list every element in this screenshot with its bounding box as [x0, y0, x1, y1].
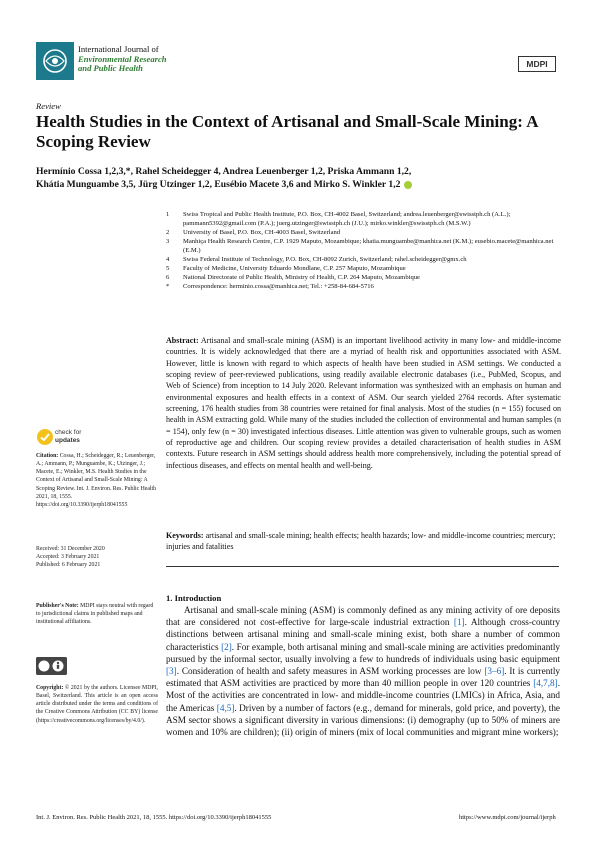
affiliation-text: Swiss Tropical and Public Health Institute, P.O. Box, CH-4002 Basel, Switzerland; andrea.leuenberger@swisstph.ch (A.L.); pammann5392@gmail.com (P.A.); juerg.utzinger@swisstph.ch (J.U.); mirko.winkler@swisstph.ch (M.S.W.) [183, 211, 511, 227]
intro-text: . For example, both artisanal mining and small-scale mining are activities predominantly pursued by the informal sector, usually involving a few to hundreds of individuals using basic equipment [166, 641, 560, 664]
citation-link[interactable]: [2] [221, 641, 232, 652]
authors-line-1 [36, 165, 561, 178]
copyright-notice [36, 684, 158, 725]
affiliation-item [166, 229, 566, 238]
affiliation-item [166, 211, 566, 229]
abstract-text: Artisanal and small-scale mining (ASM) is an important livelihood activity in many low- and middle-income countries. It is widely acknowledged that there are a myriad of health risk and opportunities associated with ASM. However, little is known with regard to which aspects of health have been studied in ASM settings. We conducted a scoping review of peer-reviewed publications, using readily available electronic databases (i.e., PubMed, Scopus, and Web of Science) from inception to 14 July 2020. Relevant information was synthesized with an emphasis on human and environmental exposures and health effects in a context of ASM. Our search yielded 2764 records. After systematic screening, 176 health studies from 38 countries were retained for final analysis. Most of the studies (n = 155) focused on health in ASM extracting gold. While many of the studies included the collection of environmental and human samples (n = 154), only few (n = 30) investigated infectious diseases. Little attention was given to vulnerable groups, such as women of reproductive age and children. Our scoping review provides a detailed characterisation of health studies in ASM contexts. Future research in ASM settings should address health more comprehensively, including the potential spread of infectious diseases, and effects on mental health and well-being. [166, 336, 561, 470]
journal-name [78, 45, 167, 74]
footer-citation: Int. J. Environ. Res. Public Health 2021, 18, 1555. https://doi.org/10.3390/ijerph18041555 [36, 814, 272, 821]
intro-text: . Driven by a number of factors (e.g., demand for minerals, gold price, and poverty), the ASM sector shows a significant diversity in various dimensions: (i) demography (up to 50% of miners are women and 10% are children); (ii) origin of miners (mix of local communities and migrant mine workers); [166, 702, 560, 738]
affiliations [166, 211, 566, 292]
keywords-label: Keywords: [166, 531, 204, 540]
mdpi-logo: MDPI [518, 56, 556, 72]
affiliation-text: Correspondence: herminio.cossa@manhica.net; Tel.: +258-84-684-5716 [183, 282, 374, 290]
article-title: Health Studies in the Context of Artisanal and Small-Scale Mining: A Scoping Review [36, 112, 538, 151]
affiliation-number: 2 [166, 228, 170, 236]
publisher-note [36, 602, 158, 626]
journal-logo-icon [36, 42, 74, 80]
section-divider [166, 566, 559, 567]
citation-text: Cossa, H.; Scheidegger, R.; Leuenberger, A.; Ammann, P.; Munguambe, K.; Utzinger, J.; Macete, E.; Winkler, M.S. Health Studies in the Context of Artisanal and Small-Scale Mining: A Scoping Review. Int. J. Environ. Res. Public Health 2021, 18, 1555. https://doi.org/10.3390/ijerph18041555 [36, 453, 157, 508]
affiliation-number: 1 [166, 211, 170, 218]
publisher-note-label: Publisher's Note: [36, 603, 79, 609]
introduction-paragraph [166, 604, 560, 738]
intro-text: Artisanal and small-scale mining (ASM) is commonly defined as any mining activity of ore deposits that are considered not cost-effective for large-scale industrial extraction [166, 605, 560, 628]
affiliation-number: 4 [166, 255, 170, 263]
citation-link[interactable]: [4,5] [216, 702, 235, 713]
authors-line-1-text: Hermínio Cossa 1,2,3,*, Rahel Scheidegger 4, Andrea Leuenberger 1,2, Priska Ammann 1,2, [36, 166, 412, 177]
affiliation-number: 5 [166, 264, 170, 272]
affiliation-item [166, 265, 566, 274]
journal-line-1: International Journal of [78, 44, 159, 54]
citation-link[interactable]: [3–6] [484, 666, 505, 677]
affiliation-text: National Directorate of Public Health, Ministry of Health, C.P. 264 Maputo, Mozambique [183, 273, 420, 281]
abstract-label: Abstract: [166, 336, 199, 345]
intro-text: . Most of the activities are concentrated in low- and middle-income countries (LMICs) in Africa, Asia, and the Americas [166, 678, 560, 713]
keywords-text: artisanal and small-scale mining; health effects; health hazards; low- and middle-income countries; mercury; injuries and fatalities [166, 531, 556, 552]
intro-text: . Consideration of health and safety measures in ASM working processes are low [176, 666, 485, 677]
intro-text: . Although cross-country distinctions between artisanal mining and small-scale mining exist, both share a number of common characteristics [166, 617, 560, 652]
affiliation-item [166, 238, 566, 256]
affiliation-number: 6 [166, 273, 170, 281]
intro-text: . It is currently estimated that ASM activities are practiced by more than 40 million people in over 120 countries [166, 666, 560, 689]
citation-link[interactable]: [1] [453, 617, 465, 628]
journal-line-3: and Public Health [78, 63, 143, 74]
citation-link[interactable]: [4,7,8] [533, 678, 558, 689]
journal-line-2: Environmental Research [78, 53, 167, 64]
footer-journal-url[interactable]: https://www.mdpi.com/journal/ijerph [459, 814, 556, 821]
affiliation-text: Faculty of Medicine, University Eduardo Mondlane, C.P. 257 Maputo, Mozambique [183, 264, 406, 272]
published-date: Published: 6 February 2021 [36, 562, 101, 569]
section-heading: 1. Introduction [166, 593, 222, 603]
accepted-date: Accepted: 3 February 2021 [36, 554, 100, 561]
citation-label: Citation: [36, 453, 59, 459]
check-updates-line-2: updates [55, 436, 80, 444]
check-updates-button[interactable] [36, 428, 126, 448]
copyright-text: © 2021 by the authors. Licensee MDPI, Basel, Switzerland. This article is an open access article distributed under the terms and conditions of the Creative Commons Attribution (CC BY) license (https://creativecommons.org/licenses/by/4.0/). [36, 685, 158, 724]
affiliation-text: Manhiça Health Research Centre, C.P. 1929 Maputo, Mozambique; khatia.munguambe@manhica.net (K.M.); eusebio.macete@manhica.net (E.M.) [183, 237, 554, 254]
affiliation-text: University of Basel, P.O. Box, CH-4003 Basel, Switzerland [183, 228, 341, 236]
keywords [166, 530, 561, 553]
affiliation-item [166, 256, 566, 265]
citation-block [36, 452, 158, 509]
check-updates-line-1: check for [55, 429, 82, 436]
affiliation-number: * [166, 282, 170, 290]
article-type: Review [36, 101, 61, 111]
dates-block [36, 545, 158, 569]
citation-link[interactable]: [3] [166, 666, 177, 677]
received-date: Received: 31 December 2020 [36, 546, 105, 552]
cc-by-icon[interactable] [36, 657, 67, 675]
affiliation-number: 3 [166, 237, 170, 245]
orcid-icon[interactable] [404, 181, 412, 189]
correspondence [166, 283, 566, 292]
authors-line-2-text: Khátia Munguambe 3,5, Jürg Utzinger 1,2, Eusébio Macete 3,6 and Mirko S. Winkler 1,2 [36, 179, 401, 190]
copyright-label: Copyright: [36, 685, 64, 691]
affiliation-text: Swiss Federal Institute of Technology, P.O. Box, CH-8092 Zurich, Switzerland; rahel.scheidegger@gmx.ch [183, 255, 467, 263]
check-updates-label [55, 429, 81, 444]
affiliation-item [166, 274, 566, 283]
authors-line-2 [36, 178, 561, 191]
authors [36, 165, 561, 191]
check-updates-icon [36, 428, 54, 446]
publisher-note-text: MDPI stays neutral with regard to jurisdictional claims in published maps and institutional affiliations. [36, 603, 154, 626]
abstract [166, 335, 561, 471]
